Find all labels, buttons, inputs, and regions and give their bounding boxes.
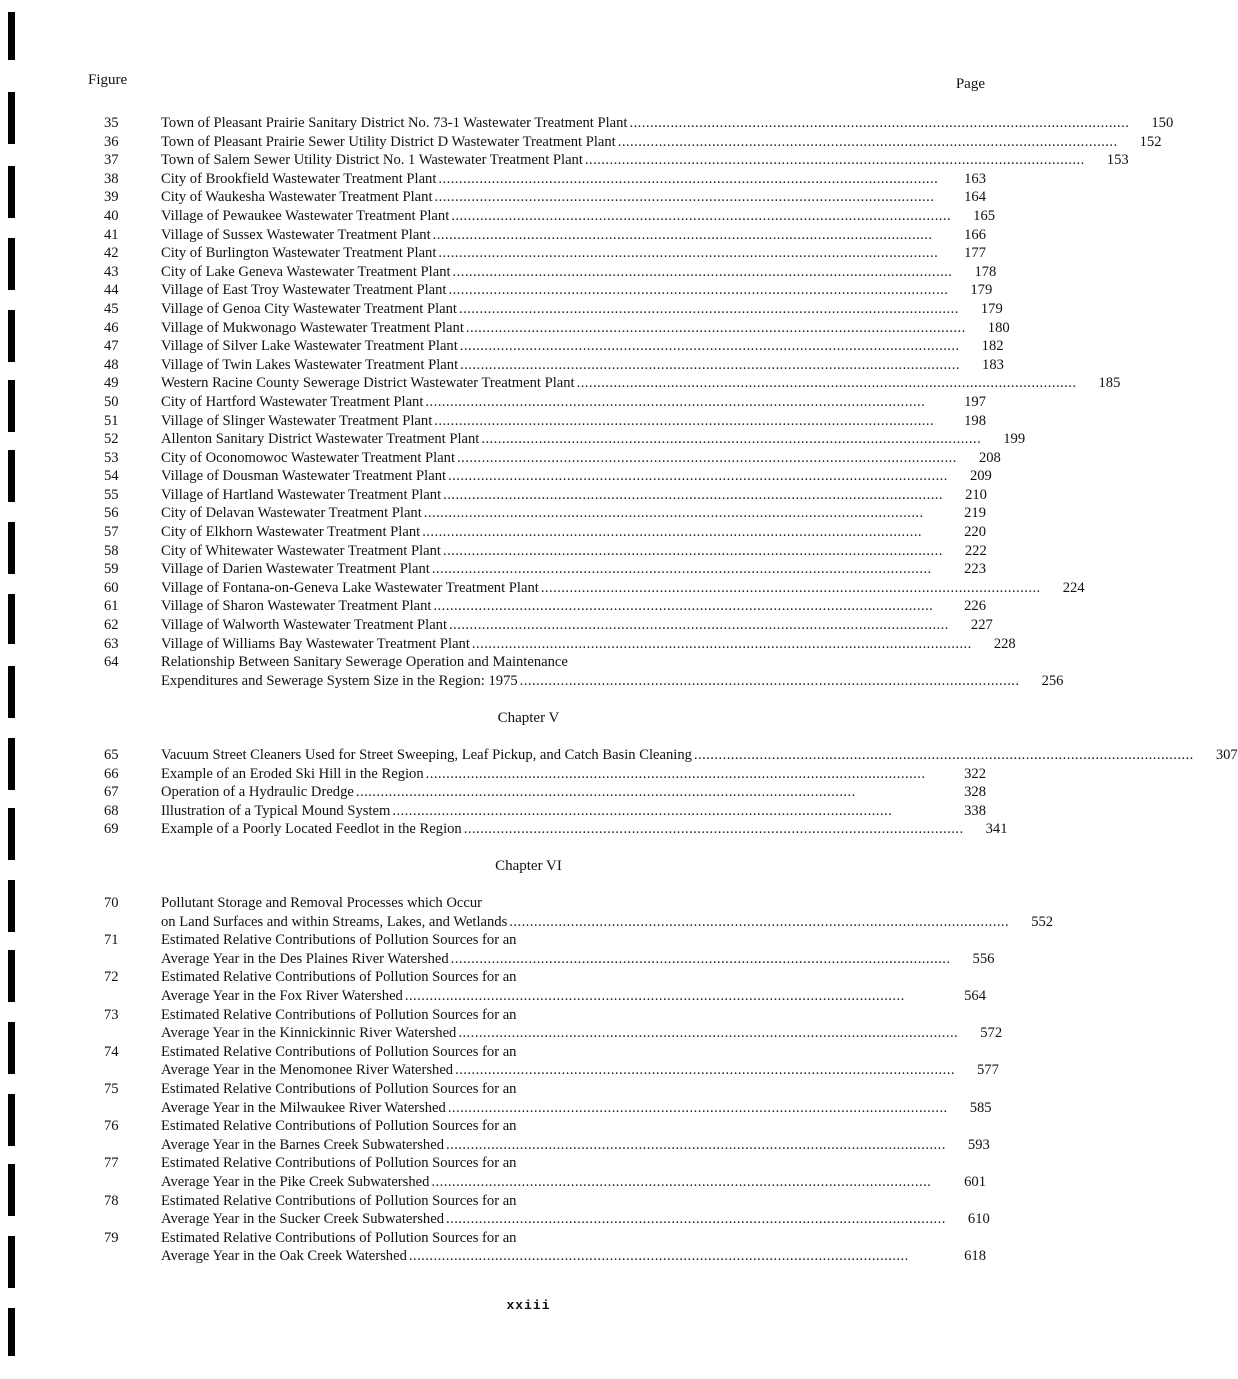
- figure-entry: [96, 486, 986, 505]
- figure-number: 63: [104, 635, 119, 652]
- page-ref: 208: [978, 449, 1001, 466]
- figure-entry: [96, 1229, 986, 1266]
- figure-number: 58: [104, 542, 119, 559]
- figure-title: Village of East Troy Wastewater Treatment Plant: [161, 282, 447, 299]
- figure-number: 39: [104, 189, 119, 206]
- dot-leader: [432, 560, 940, 579]
- page-number: xxiii: [506, 1298, 551, 1313]
- figure-title: City of Burlington Wastewater Treatment Plant: [161, 245, 437, 262]
- page-ref: 610: [967, 1211, 990, 1228]
- figure-entry: [96, 430, 1026, 449]
- figure-title: on Land Surfaces and within Streams, Lakes, and Wetlands: [161, 913, 508, 930]
- dot-leader: [509, 913, 1007, 932]
- figure-entry: [96, 133, 1162, 152]
- dot-leader: [448, 467, 946, 486]
- figure-number: 45: [104, 300, 119, 317]
- page-ref: 179: [980, 300, 1003, 317]
- page-ref: 338: [964, 802, 986, 819]
- page-ref: 224: [1062, 579, 1085, 596]
- dot-leader: [629, 114, 1127, 133]
- figure-number: 66: [104, 765, 119, 782]
- page-ref: 307: [1215, 747, 1238, 763]
- binding-mark: [8, 950, 15, 1002]
- binding-mark: [8, 808, 15, 860]
- figure-list-chapter-6: [96, 894, 1054, 1266]
- figure-entry: [96, 319, 1010, 338]
- figure-entry: [96, 226, 986, 245]
- dot-leader: [451, 207, 949, 226]
- page-ref: 180: [987, 319, 1010, 336]
- binding-margin: [4, 0, 18, 1379]
- figure-title: City of Hartford Wastewater Treatment Plant: [161, 393, 424, 410]
- figure-number: 37: [104, 152, 119, 169]
- dot-leader: [460, 337, 958, 356]
- figure-title: City of Elkhorn Wastewater Treatment Plant: [161, 524, 421, 541]
- figure-entry: [96, 504, 986, 523]
- page-ref: 164: [964, 189, 986, 206]
- figure-entry: [96, 114, 1174, 133]
- page-ref: 322: [964, 765, 986, 782]
- page-ref: 163: [964, 170, 986, 187]
- figure-number: 65: [104, 747, 119, 763]
- figure-title: Operation of a Hydraulic Dredge: [161, 784, 354, 801]
- dot-leader: [443, 542, 941, 561]
- figure-number: 46: [104, 319, 119, 336]
- figure-title: City of Waukesha Wastewater Treatment Plant: [161, 189, 433, 206]
- figure-number: 36: [104, 133, 119, 150]
- figure-entry: [96, 635, 1016, 654]
- dot-leader: [425, 393, 940, 412]
- figure-entry: [96, 300, 1003, 319]
- figure-number: 57: [104, 524, 119, 541]
- figure-entry: [96, 579, 1085, 598]
- figure-title: City of Lake Geneva Wastewater Treatment Plant: [161, 263, 451, 280]
- figure-entry: [96, 207, 996, 226]
- figure-number: 49: [104, 375, 119, 392]
- figure-number: 77: [104, 1155, 119, 1172]
- dot-leader: [426, 765, 940, 784]
- dot-leader: [433, 226, 940, 245]
- page-ref: 209: [969, 468, 992, 485]
- page-ref: 179: [970, 282, 993, 299]
- figure-number: 48: [104, 356, 119, 373]
- dot-leader: [446, 1210, 944, 1229]
- page-ref: 220: [964, 524, 986, 541]
- figure-title: Village of Darien Wastewater Treatment Plant: [161, 561, 430, 578]
- page-ref: 197: [964, 393, 986, 410]
- page-ref: 177: [964, 245, 986, 262]
- page-ref: 328: [964, 784, 986, 801]
- figure-title: Western Racine County Sewerage District Wastewater Treatment Plant: [161, 375, 575, 392]
- page-ref: 341: [985, 821, 1008, 838]
- dot-leader: [392, 802, 940, 821]
- dot-leader: [424, 504, 940, 523]
- figure-entry: [96, 356, 1004, 375]
- dot-leader: [453, 263, 951, 282]
- figure-title: Average Year in the Barnes Creek Subwatershed: [161, 1136, 445, 1153]
- dot-leader: [409, 1247, 940, 1266]
- dot-leader: [466, 319, 964, 338]
- dot-leader: [446, 1136, 944, 1155]
- dot-leader: [458, 1024, 956, 1043]
- figure-entry: [96, 616, 993, 635]
- figure-entry: [96, 653, 1064, 690]
- figure-entry: [96, 1006, 1003, 1043]
- figure-title: Average Year in the Sucker Creek Subwatershed: [161, 1211, 445, 1228]
- figure-title: Village of Mukwonago Wastewater Treatment Plant: [161, 319, 464, 336]
- figure-number: 52: [104, 431, 119, 448]
- figure-entry: [96, 597, 986, 616]
- page-ref: 223: [964, 561, 986, 578]
- binding-mark: [8, 166, 15, 218]
- dot-leader: [433, 597, 940, 616]
- binding-mark: [8, 1164, 15, 1216]
- figure-entry: [96, 244, 986, 263]
- dot-leader: [434, 412, 940, 431]
- chapter-heading: Chapter V: [497, 710, 560, 726]
- dot-leader: [459, 300, 957, 319]
- binding-mark: [8, 238, 15, 290]
- figure-title: Town of Pleasant Prairie Sewer Utility District D Wastewater Treatment Plant: [161, 133, 616, 150]
- figure-title-line: Estimated Relative Contributions of Pollution Sources for an: [161, 1155, 517, 1172]
- figure-number: 56: [104, 505, 119, 522]
- page-ref: 152: [1139, 133, 1162, 150]
- figure-entry: [96, 467, 992, 486]
- binding-mark: [8, 310, 15, 362]
- figure-number: 62: [104, 617, 119, 634]
- figure-title-line: Pollutant Storage and Removal Processes which Occur: [161, 895, 482, 911]
- figure-title-line: Estimated Relative Contributions of Pollution Sources for an: [161, 1118, 517, 1135]
- page-ref: 183: [982, 356, 1004, 373]
- figure-entry: [96, 374, 1121, 393]
- figure-title-line: Estimated Relative Contributions of Pollution Sources for an: [161, 969, 517, 986]
- figure-number: 76: [104, 1118, 119, 1135]
- page-ref: 153: [1106, 152, 1129, 169]
- binding-mark: [8, 522, 15, 574]
- figure-number: 67: [104, 784, 119, 801]
- binding-mark: [8, 1094, 15, 1146]
- figure-entry: [96, 560, 986, 579]
- figure-number: 50: [104, 393, 119, 410]
- page-ref: 618: [964, 1248, 986, 1265]
- binding-mark: [8, 1236, 15, 1288]
- dot-leader: [460, 356, 958, 375]
- figure-number: 41: [104, 226, 119, 243]
- page-ref: 166: [964, 226, 986, 243]
- page-ref: 601: [964, 1173, 986, 1190]
- figure-entry: [96, 820, 1008, 839]
- figure-entry: [96, 968, 986, 1005]
- page-ref: 572: [980, 1025, 1003, 1042]
- figure-title: City of Oconomowoc Wastewater Treatment Plant: [161, 449, 456, 466]
- chapter-heading: Chapter VI: [495, 858, 562, 874]
- figure-title: Village of Genoa City Wastewater Treatment Plant: [161, 300, 457, 317]
- dot-leader: [405, 987, 940, 1006]
- page-ref: 226: [964, 598, 986, 615]
- dot-leader: [618, 133, 1116, 152]
- page-ref: 219: [964, 505, 986, 522]
- figure-number: 53: [104, 449, 119, 466]
- figure-title: Village of Hartland Wastewater Treatment Plant: [161, 486, 442, 503]
- dot-leader: [520, 672, 1018, 691]
- figure-number: 60: [104, 579, 119, 596]
- figure-number: 69: [104, 821, 119, 838]
- figure-title: Village of Slinger Wastewater Treatment Plant: [161, 412, 433, 429]
- dot-leader: [694, 746, 1192, 765]
- figure-entry: [96, 1080, 992, 1117]
- figure-entry: [96, 1154, 986, 1191]
- figure-title-line: Estimated Relative Contributions of Pollution Sources for an: [161, 1192, 517, 1209]
- dot-leader: [356, 783, 940, 802]
- figure-title: Average Year in the Kinnickinnic River Watershed: [161, 1025, 457, 1042]
- dot-leader: [443, 486, 941, 505]
- figure-title-line: Estimated Relative Contributions of Pollution Sources for an: [161, 1043, 517, 1060]
- figure-entry: [96, 1117, 990, 1154]
- figure-number: 40: [104, 207, 119, 224]
- figure-title: Village of Silver Lake Wastewater Treatment Plant: [161, 338, 458, 355]
- binding-mark: [8, 12, 15, 60]
- figure-number: 35: [104, 115, 119, 131]
- figure-number: 38: [104, 170, 119, 187]
- figure-number: 42: [104, 245, 119, 262]
- figure-number: 74: [104, 1043, 119, 1060]
- figure-entry: [96, 393, 986, 412]
- dot-leader: [577, 374, 1075, 393]
- dot-leader: [435, 188, 940, 207]
- figure-entry: [96, 802, 986, 821]
- figure-list-chapter-5: [96, 746, 1238, 839]
- dot-leader: [481, 430, 979, 449]
- figure-title: Village of Pewaukee Wastewater Treatment Plant: [161, 207, 450, 224]
- figure-title: Village of Sussex Wastewater Treatment Plant: [161, 226, 431, 243]
- figure-title: Average Year in the Des Plaines River Watershed: [161, 950, 449, 967]
- page-ref: 564: [964, 987, 986, 1004]
- page-ref: 593: [967, 1136, 990, 1153]
- figure-entry: [96, 931, 995, 968]
- figure-title: Village of Fontana-on-Geneva Lake Wastewater Treatment Plant: [161, 579, 539, 596]
- figure-number: 68: [104, 802, 119, 819]
- figure-list-section: [96, 114, 1174, 690]
- figure-title: Average Year in the Pike Creek Subwatershed: [161, 1173, 430, 1190]
- figure-title: Illustration of a Typical Mound System: [161, 802, 391, 819]
- figure-title-line: Estimated Relative Contributions of Pollution Sources for an: [161, 1080, 517, 1097]
- figure-entry: [96, 542, 986, 561]
- figure-number: 72: [104, 969, 119, 986]
- binding-mark: [8, 1022, 15, 1074]
- figure-number: 43: [104, 263, 119, 280]
- figure-number: 70: [104, 895, 119, 911]
- dot-leader: [541, 579, 1039, 598]
- figure-entry: [96, 263, 997, 282]
- page-ref: 227: [970, 617, 993, 634]
- figure-entry: [96, 151, 1129, 170]
- figure-entry: [96, 523, 986, 542]
- dot-leader: [472, 635, 970, 654]
- figure-title: Village of Dousman Wastewater Treatment Plant: [161, 468, 447, 485]
- dot-leader: [455, 1061, 953, 1080]
- page-ref: 199: [1003, 431, 1026, 448]
- binding-mark: [8, 380, 15, 432]
- page-ref: 210: [965, 486, 987, 503]
- figure-entry: [96, 746, 1238, 765]
- figure-entry: [96, 1192, 990, 1229]
- binding-mark: [8, 594, 15, 644]
- page-ref: 585: [969, 1099, 992, 1116]
- figure-entry: [96, 170, 986, 189]
- page-ref: 182: [981, 338, 1004, 355]
- figure-title: City of Whitewater Wastewater Treatment Plant: [161, 542, 441, 559]
- figure-number: 64: [104, 654, 119, 671]
- figure-entry: [96, 412, 986, 431]
- figure-entry: [96, 337, 1004, 356]
- figure-title: Average Year in the Fox River Watershed: [161, 987, 403, 1004]
- figure-number: 55: [104, 486, 119, 503]
- page-ref: 185: [1098, 375, 1121, 392]
- page-ref: 577: [977, 1062, 999, 1079]
- figure-title: Village of Walworth Wastewater Treatment Plant: [161, 617, 448, 634]
- figure-title: Example of an Eroded Ski Hill in the Region: [161, 765, 424, 782]
- page-ref: 552: [1031, 913, 1054, 930]
- figure-title: Village of Williams Bay Wastewater Treatment Plant: [161, 635, 470, 652]
- figure-title-line: Estimated Relative Contributions of Pollution Sources for an: [161, 1229, 517, 1246]
- binding-mark: [8, 738, 15, 790]
- figure-number: 75: [104, 1080, 119, 1097]
- dot-leader: [448, 281, 946, 300]
- page-ref: 256: [1041, 672, 1064, 689]
- figure-title-line: Relationship Between Sanitary Sewerage Operation and Maintenance: [161, 654, 568, 671]
- figure-title: Town of Pleasant Prairie Sanitary District No. 73-1 Wastewater Treatment Plant: [161, 115, 628, 131]
- page-ref: 165: [973, 207, 996, 224]
- page-ref: 198: [964, 412, 986, 429]
- figure-number: 54: [104, 468, 119, 485]
- figure-title: Allenton Sanitary District Wastewater Treatment Plant: [161, 431, 480, 448]
- binding-mark: [8, 1308, 15, 1356]
- figure-title: Village of Sharon Wastewater Treatment Plant: [161, 598, 432, 615]
- dot-leader: [464, 820, 962, 839]
- figure-title: Town of Salem Sewer Utility District No. 1 Wastewater Treatment Plant: [161, 152, 583, 169]
- figure-title: Expenditures and Sewerage System Size in the Region: 1975: [161, 672, 518, 689]
- figure-title: City of Delavan Wastewater Treatment Plant: [161, 505, 422, 522]
- figure-number: 79: [104, 1229, 119, 1246]
- figure-entry: [96, 765, 986, 784]
- binding-mark: [8, 92, 15, 144]
- figure-entry: [96, 1043, 999, 1080]
- figure-entry: [96, 188, 986, 207]
- figure-title: Village of Twin Lakes Wastewater Treatment Plant: [161, 356, 459, 373]
- figure-number: 71: [104, 932, 119, 949]
- figure-number: 59: [104, 561, 119, 578]
- figure-title: Average Year in the Menomonee River Watershed: [161, 1062, 454, 1079]
- page-ref: 228: [993, 635, 1016, 652]
- figure-title: Average Year in the Oak Creek Watershed: [161, 1248, 407, 1265]
- figure-number: 61: [104, 598, 119, 615]
- figure-title: Example of a Poorly Located Feedlot in the Region: [161, 821, 462, 838]
- dot-leader: [451, 950, 949, 969]
- figure-number: 78: [104, 1192, 119, 1209]
- figure-number: 47: [104, 338, 119, 355]
- figure-number: 73: [104, 1006, 119, 1023]
- dot-leader: [449, 616, 947, 635]
- figure-title: City of Brookfield Wastewater Treatment Plant: [161, 170, 437, 187]
- page-ref: 178: [974, 263, 997, 280]
- column-header-figure: Figure: [88, 72, 128, 88]
- figure-title-line: Estimated Relative Contributions of Pollution Sources for an: [161, 1006, 517, 1023]
- dot-leader: [422, 523, 940, 542]
- dot-leader: [431, 1173, 940, 1192]
- figure-entry: [96, 783, 986, 802]
- page-ref: 556: [972, 950, 995, 967]
- figure-title: Vacuum Street Cleaners Used for Street Sweeping, Leaf Pickup, and Catch Basin Cleaning: [161, 747, 692, 763]
- dot-leader: [438, 170, 940, 189]
- figure-entry: [96, 894, 1054, 931]
- page-ref: 222: [964, 542, 987, 559]
- binding-mark: [8, 450, 15, 502]
- figure-title-line: Estimated Relative Contributions of Pollution Sources for an: [161, 932, 517, 949]
- figure-entry: [96, 281, 993, 300]
- dot-leader: [448, 1099, 946, 1118]
- dot-leader: [585, 151, 1083, 170]
- figure-entry: [96, 449, 1001, 468]
- dot-leader: [457, 449, 955, 468]
- binding-mark: [8, 880, 15, 932]
- figure-title: Average Year in the Milwaukee River Watershed: [161, 1099, 446, 1116]
- figure-number: 51: [104, 412, 119, 429]
- dot-leader: [438, 244, 940, 263]
- page-ref: 150: [1151, 115, 1174, 131]
- column-header-page: Page: [955, 76, 985, 92]
- figure-number: 44: [104, 282, 119, 299]
